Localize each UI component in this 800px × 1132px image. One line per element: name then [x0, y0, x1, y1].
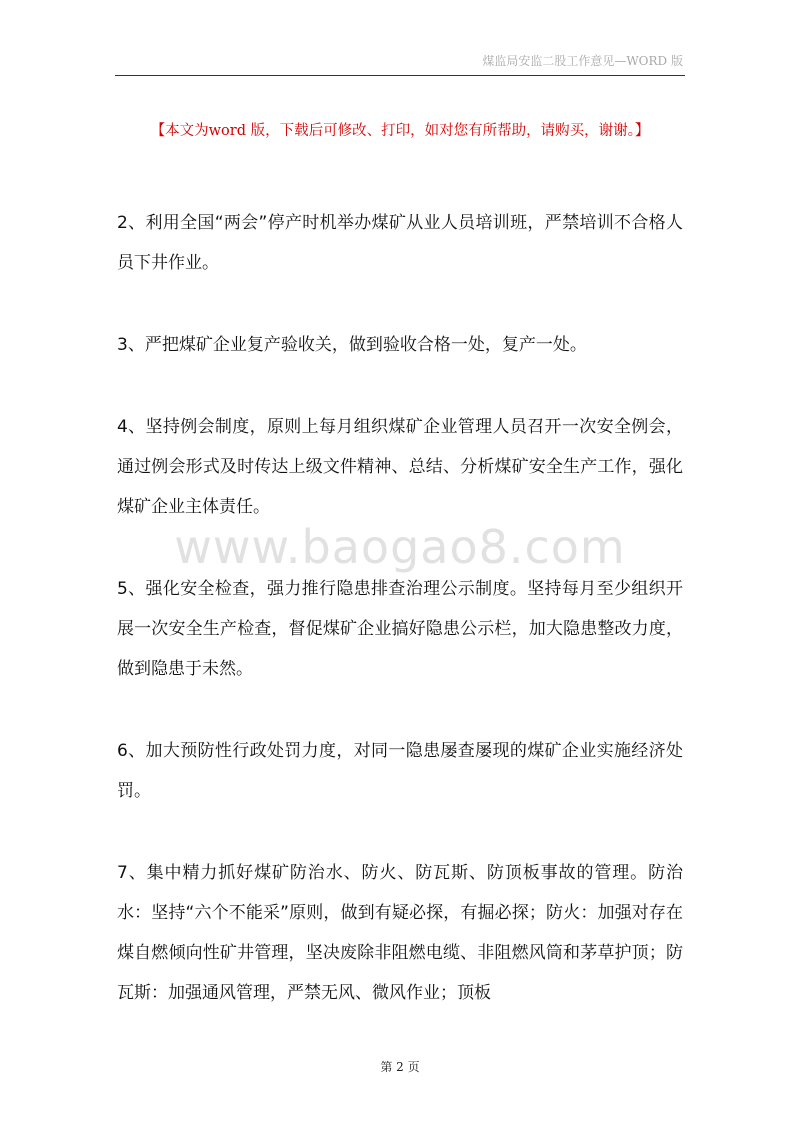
- paragraph-item-7: 7、集中精力抓好煤矿防治水、防火、防瓦斯、防顶板事故的管理。防治水：坚持“六个不能采”原则，做到有疑必探，有掘必探；防火：加强对存在煤自燃倾向性矿井管理，坚决废除非阻燃电缆、非阻燃风筒和茅草护顶；防瓦斯：加强通风管理，严禁无风、微风作业；顶板: [117, 863, 683, 1003]
- purchase-notice: 【本文为word 版，下载后可修改、打印，如对您有所帮助，请购买，谢谢。】: [150, 123, 650, 139]
- paragraph-item-3: 3、严把煤矿企业复产验收关，做到验收合格一处，复产一处。: [117, 335, 587, 355]
- page-number: 第 2 页: [380, 1060, 420, 1074]
- paragraph-item-6: 6、加大预防性行政处罚力度，对同一隐患屡查屡现的煤矿企业实施经济处罚。: [117, 741, 683, 801]
- paragraph-item-2: 2、利用全国“两会”停产时机举办煤矿从业人员培训班，严禁培训不合格人员下井作业。: [117, 213, 683, 273]
- header-divider: [115, 75, 685, 76]
- running-header: 煤监局安监二股工作意见—WORD 版: [482, 54, 683, 68]
- paragraph-item-4: 4、坚持例会制度，原则上每月组织煤矿企业管理人员召开一次安全例会，通过例会形式及时传达上级文件精神、总结、分析煤矿安全生产工作，强化煤矿企业主体责任。: [117, 417, 683, 517]
- watermark: www.baogao8.com: [174, 520, 626, 574]
- paragraph-item-5: 5、强化安全检查，强力推行隐患排查治理公示制度。坚持每月至少组织开展一次安全生产检查，督促煤矿企业搞好隐患公示栏，加大隐患整改力度，做到隐患于未然。: [117, 579, 683, 679]
- document-body: [117, 203, 683, 1013]
